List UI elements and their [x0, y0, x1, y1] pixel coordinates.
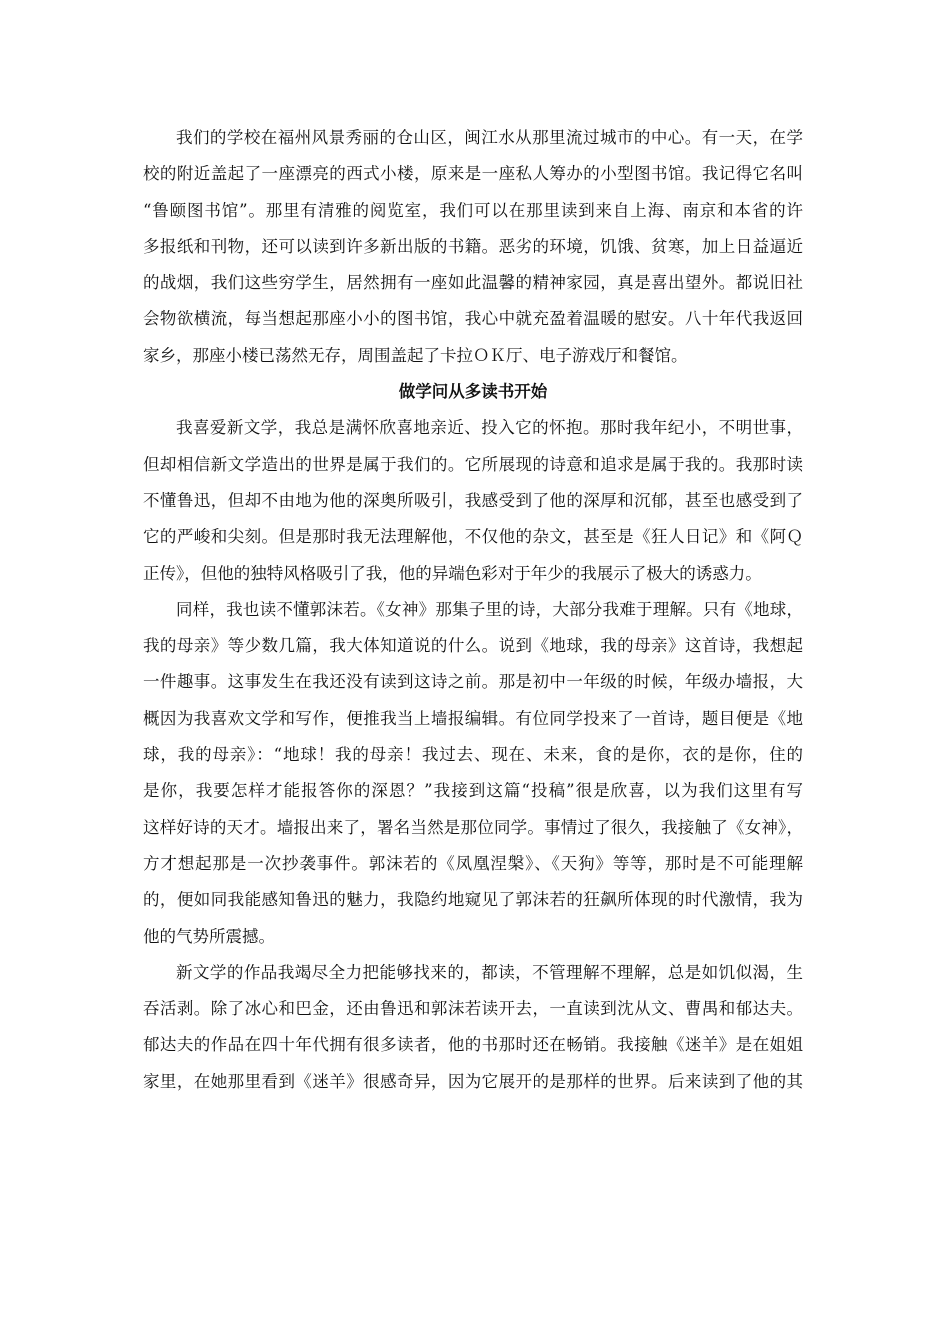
text-line: 不懂鲁迅，但却不由地为他的深奥所吸引，我感受到了他的深厚和沉郁，甚至也感受到了	[143, 490, 803, 510]
paragraph-reading-lu-xun	[143, 410, 803, 591]
text-line: 球，我的母亲》：“地球！我的母亲！我过去、现在、未来，食的是你，衣的是你，住的	[143, 745, 803, 765]
text-line: 我们的学校在福州风景秀丽的仓山区，闽江水从那里流过城市的中心。有一天，在学	[176, 128, 803, 147]
document-body	[143, 120, 803, 1100]
text-line: 正传》，但他的独特风格吸引了我，他的异端色彩对于年少的我展示了极大的诱惑力。	[143, 563, 762, 583]
section-heading: 做学问从多读书开始	[398, 382, 548, 402]
text-line: 的，便如同我能感知鲁迅的魅力，我隐约地窥见了郭沫若的狂飙所体现的时代激情，我为	[143, 890, 803, 910]
text-line: 多报纸和刊物，还可以读到许多新出版的书籍。恶劣的环境，饥饿、贫寒，加上日益逼近	[143, 236, 803, 256]
paragraph-guo-moruo	[143, 592, 803, 955]
text-line: 这样好诗的天才。墙报出来了，署名当然是那位同学。事情过了很久，我接触了《女神》，	[143, 817, 803, 837]
text-line: 概因为我喜欢文学和写作，便推我当上墙报编辑。有位同学投来了一首诗，题目便是《地	[143, 708, 803, 728]
intro-paragraph	[143, 120, 803, 374]
text-line: 他的气势所震撼。	[143, 926, 275, 946]
text-line: 我的母亲》等少数几篇，我大体知道说的什么。说到《地球，我的母亲》这首诗，我想起	[143, 636, 803, 656]
text-line: 郁达夫的作品在四十年代拥有很多读者，他的书那时还在畅销。我接触《迷羊》是在姐姐	[143, 1035, 803, 1055]
paragraph-new-literature	[143, 955, 803, 1100]
text-line: 会物欲横流，每当想起那座小小的图书馆，我心中就充盈着温暖的慰安。八十年代我返回	[143, 309, 803, 329]
text-line: 一件趣事。这事发生在我还没有读到这诗之前。那是初中一年级的时候，年级办墙报，大	[143, 672, 803, 692]
text-line: 是你，我要怎样才能报答你的深恩？”我接到这篇“投稿”很是欣喜，以为我们这里有写	[143, 781, 803, 801]
text-line: 的战烟，我们这些穷学生，居然拥有一座如此温馨的精神家园，真是喜出望外。都说旧社	[143, 273, 803, 293]
text-line: 同样，我也读不懂郭沫若。《女神》那集子里的诗，大部分我难于理解。只有《地球，	[176, 599, 803, 619]
text-line: 新文学的作品我竭尽全力把能够找来的，都读，不管理解不理解，总是如饥似渴，生	[176, 962, 803, 982]
text-line: 校的附近盖起了一座漂亮的西式小楼，原来是一座私人筹办的小型图书馆。我记得它名叫	[143, 164, 803, 184]
text-line: 但却相信新文学造出的世界是属于我们的。它所展现的诗意和追求是属于我的。我那时读	[143, 454, 803, 474]
text-line: 我喜爱新文学，我总是满怀欣喜地亲近、投入它的怀抱。那时我年纪小，不明世事，	[176, 418, 803, 438]
text-line: 家乡，那座小楼已荡然无存，周围盖起了卡拉ＯＫ厅、电子游戏厅和餐馆。	[143, 345, 688, 365]
text-line: 它的严峻和尖刻。但是那时我无法理解他，不仅他的杂文，甚至是《狂人日记》和《阿Ｑ	[143, 527, 803, 547]
text-line: 吞活剥。除了冰心和巴金，还由鲁迅和郭沫若读开去，一直读到沈从文、曹禺和郁达夫。	[143, 999, 803, 1019]
text-line: 方才想起那是一次抄袭事件。郭沫若的《凤凰涅槃》、《天狗》等等，那时是不可能理解	[143, 853, 803, 873]
text-line: “鲁颐图书馆”。那里有清雅的阅览室，我们可以在那里读到来自上海、南京和本省的许	[143, 200, 803, 220]
text-line: 家里，在她那里看到《迷羊》很感奇异，因为它展开的是那样的世界。后来读到了他的其	[143, 1071, 803, 1091]
